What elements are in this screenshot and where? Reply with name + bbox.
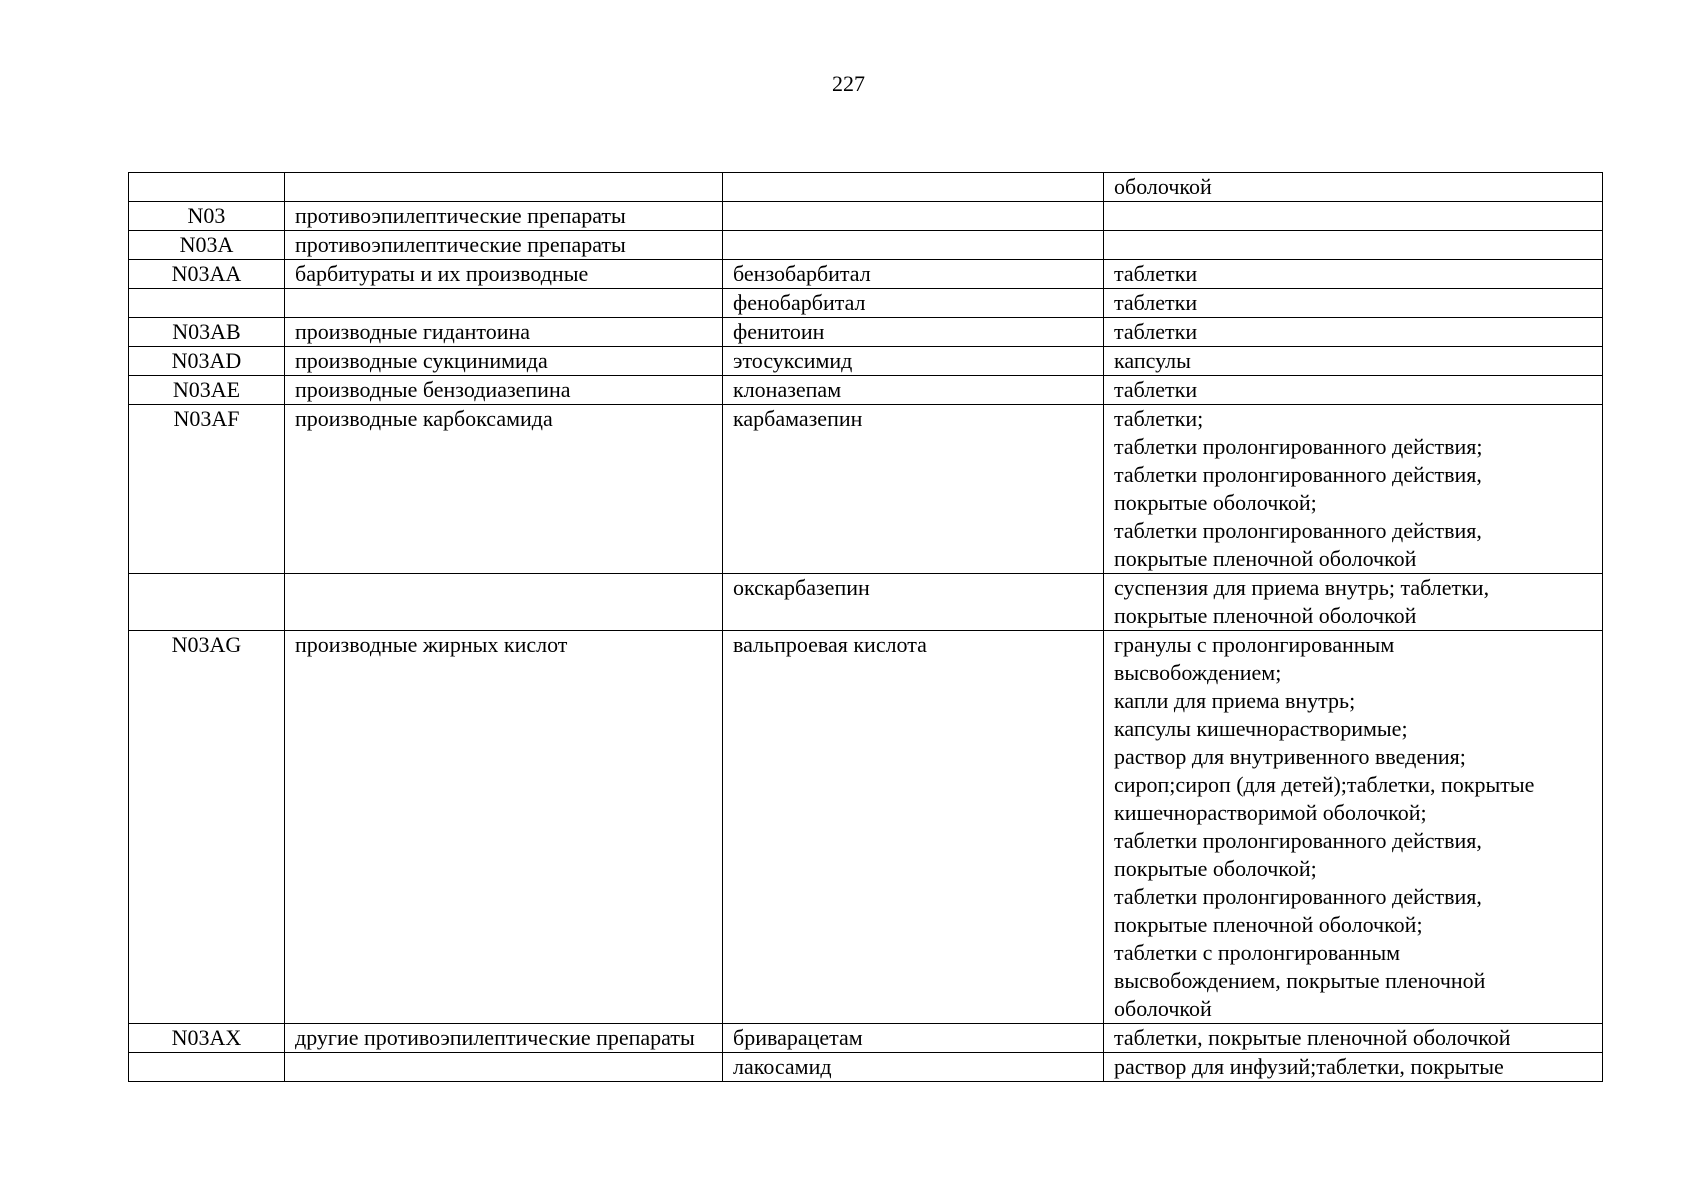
dosage-form-line: таблетки	[1114, 319, 1198, 344]
atc-code-cell: N03A	[129, 231, 285, 260]
atc-group-cell: производные жирных кислот	[285, 631, 723, 1024]
atc-code-cell: N03AX	[129, 1024, 285, 1053]
substance-cell: бриварацетам	[723, 1024, 1104, 1053]
dosage-form-line: высвобождением, покрытые пленочной	[1114, 968, 1486, 993]
substance-cell: бензобарбитал	[723, 260, 1104, 289]
dosage-form-line: высвобождением;	[1114, 660, 1282, 685]
atc-code-cell: N03AG	[129, 631, 285, 1024]
atc-group-cell: противоэпилептические препараты	[285, 231, 723, 260]
atc-code-cell	[129, 1053, 285, 1082]
atc-group-cell	[285, 1053, 723, 1082]
dosage-form-line: оболочкой	[1114, 996, 1212, 1021]
dosage-forms-cell	[1104, 231, 1603, 260]
substance-cell: вальпроевая кислота	[723, 631, 1104, 1024]
dosage-forms-cell	[1104, 574, 1603, 631]
atc-code-cell	[129, 574, 285, 631]
atc-group-cell	[285, 173, 723, 202]
substance-cell: этосуксимид	[723, 347, 1104, 376]
substance-cell	[723, 231, 1104, 260]
dosage-form-line: капсулы	[1114, 348, 1191, 373]
dosage-forms-cell	[1104, 289, 1603, 318]
dosage-form-line: таблетки, покрытые пленочной оболочкой	[1114, 1025, 1511, 1050]
substance-cell	[723, 202, 1104, 231]
dosage-form-line: кишечнорастворимой оболочкой;	[1114, 800, 1427, 825]
table-row	[129, 347, 1603, 376]
atc-code-cell: N03AE	[129, 376, 285, 405]
dosage-form-line: таблетки пролонгированного действия,	[1114, 884, 1482, 909]
drug-table	[128, 172, 1603, 1082]
atc-group-cell: другие противоэпилептические препараты	[285, 1024, 723, 1053]
atc-code-cell: N03AD	[129, 347, 285, 376]
dosage-forms-cell	[1104, 202, 1603, 231]
dosage-form-line: гранулы с пролонгированным	[1114, 632, 1395, 657]
dosage-forms-cell	[1104, 376, 1603, 405]
atc-group-cell	[285, 574, 723, 631]
atc-code-cell	[129, 173, 285, 202]
dosage-form-line: капли для приема внутрь;	[1114, 688, 1356, 713]
table-row	[129, 376, 1603, 405]
dosage-form-line: таблетки	[1114, 261, 1198, 286]
table-row	[129, 405, 1603, 574]
table-body	[129, 173, 1603, 1082]
atc-group-cell: производные карбоксамида	[285, 405, 723, 574]
dosage-form-line: покрытые пленочной оболочкой	[1114, 546, 1417, 571]
dosage-forms-cell	[1104, 347, 1603, 376]
page-number: 227	[832, 71, 865, 96]
atc-group-cell	[285, 289, 723, 318]
dosage-form-line: раствор для инфузий;таблетки, покрытые	[1114, 1054, 1504, 1079]
table-row	[129, 574, 1603, 631]
dosage-form-line: капсулы кишечнорастворимые;	[1114, 716, 1408, 741]
atc-group-cell: производные гидантоина	[285, 318, 723, 347]
dosage-forms-cell	[1104, 1053, 1603, 1082]
substance-cell: лакосамид	[723, 1053, 1104, 1082]
dosage-form-line: суспензия для приема внутрь; таблетки,	[1114, 575, 1490, 600]
table-row	[129, 260, 1603, 289]
table-row	[129, 1024, 1603, 1053]
substance-cell: окскарбазепин	[723, 574, 1104, 631]
atc-code-cell: N03	[129, 202, 285, 231]
table-row	[129, 631, 1603, 1024]
dosage-form-line: таблетки пролонгированного действия,	[1114, 828, 1482, 853]
substance-cell: карбамазепин	[723, 405, 1104, 574]
table-row	[129, 318, 1603, 347]
dosage-forms-cell	[1104, 318, 1603, 347]
substance-cell	[723, 173, 1104, 202]
dosage-form-line: таблетки	[1114, 377, 1198, 402]
dosage-forms-cell	[1104, 173, 1603, 202]
atc-code-cell: N03AB	[129, 318, 285, 347]
dosage-form-line: раствор для внутривенного введения;	[1114, 744, 1466, 769]
dosage-form-line: таблетки пролонгированного действия,	[1114, 518, 1482, 543]
dosage-form-line: покрытые оболочкой;	[1114, 490, 1317, 515]
substance-cell: клоназепам	[723, 376, 1104, 405]
atc-code-cell: N03AF	[129, 405, 285, 574]
dosage-forms-cell	[1104, 1024, 1603, 1053]
substance-cell: фенитоин	[723, 318, 1104, 347]
table-row	[129, 173, 1603, 202]
dosage-forms-cell	[1104, 260, 1603, 289]
atc-code-cell	[129, 289, 285, 318]
atc-group-cell: барбитураты и их производные	[285, 260, 723, 289]
table-row	[129, 231, 1603, 260]
dosage-form-line: таблетки;	[1114, 406, 1204, 431]
atc-group-cell: противоэпилептические препараты	[285, 202, 723, 231]
atc-group-cell: производные сукцинимида	[285, 347, 723, 376]
dosage-form-line: таблетки с пролонгированным	[1114, 940, 1401, 965]
dosage-form-line: покрытые оболочкой;	[1114, 856, 1317, 881]
dosage-forms-cell	[1104, 405, 1603, 574]
atc-group-cell: производные бензодиазепина	[285, 376, 723, 405]
atc-code-cell: N03AA	[129, 260, 285, 289]
dosage-form-line: таблетки пролонгированного действия;	[1114, 434, 1483, 459]
dosage-form-line: оболочкой	[1114, 174, 1212, 199]
table-row	[129, 1053, 1603, 1082]
table-row	[129, 202, 1603, 231]
substance-cell: фенобарбитал	[723, 289, 1104, 318]
dosage-form-line: покрытые пленочной оболочкой;	[1114, 912, 1423, 937]
dosage-form-line: сироп;сироп (для детей);таблетки, покрытые	[1114, 772, 1535, 797]
dosage-form-line: покрытые пленочной оболочкой	[1114, 603, 1417, 628]
table-row	[129, 289, 1603, 318]
dosage-forms-cell	[1104, 631, 1603, 1024]
dosage-form-line: таблетки пролонгированного действия,	[1114, 462, 1482, 487]
dosage-form-line: таблетки	[1114, 290, 1198, 315]
